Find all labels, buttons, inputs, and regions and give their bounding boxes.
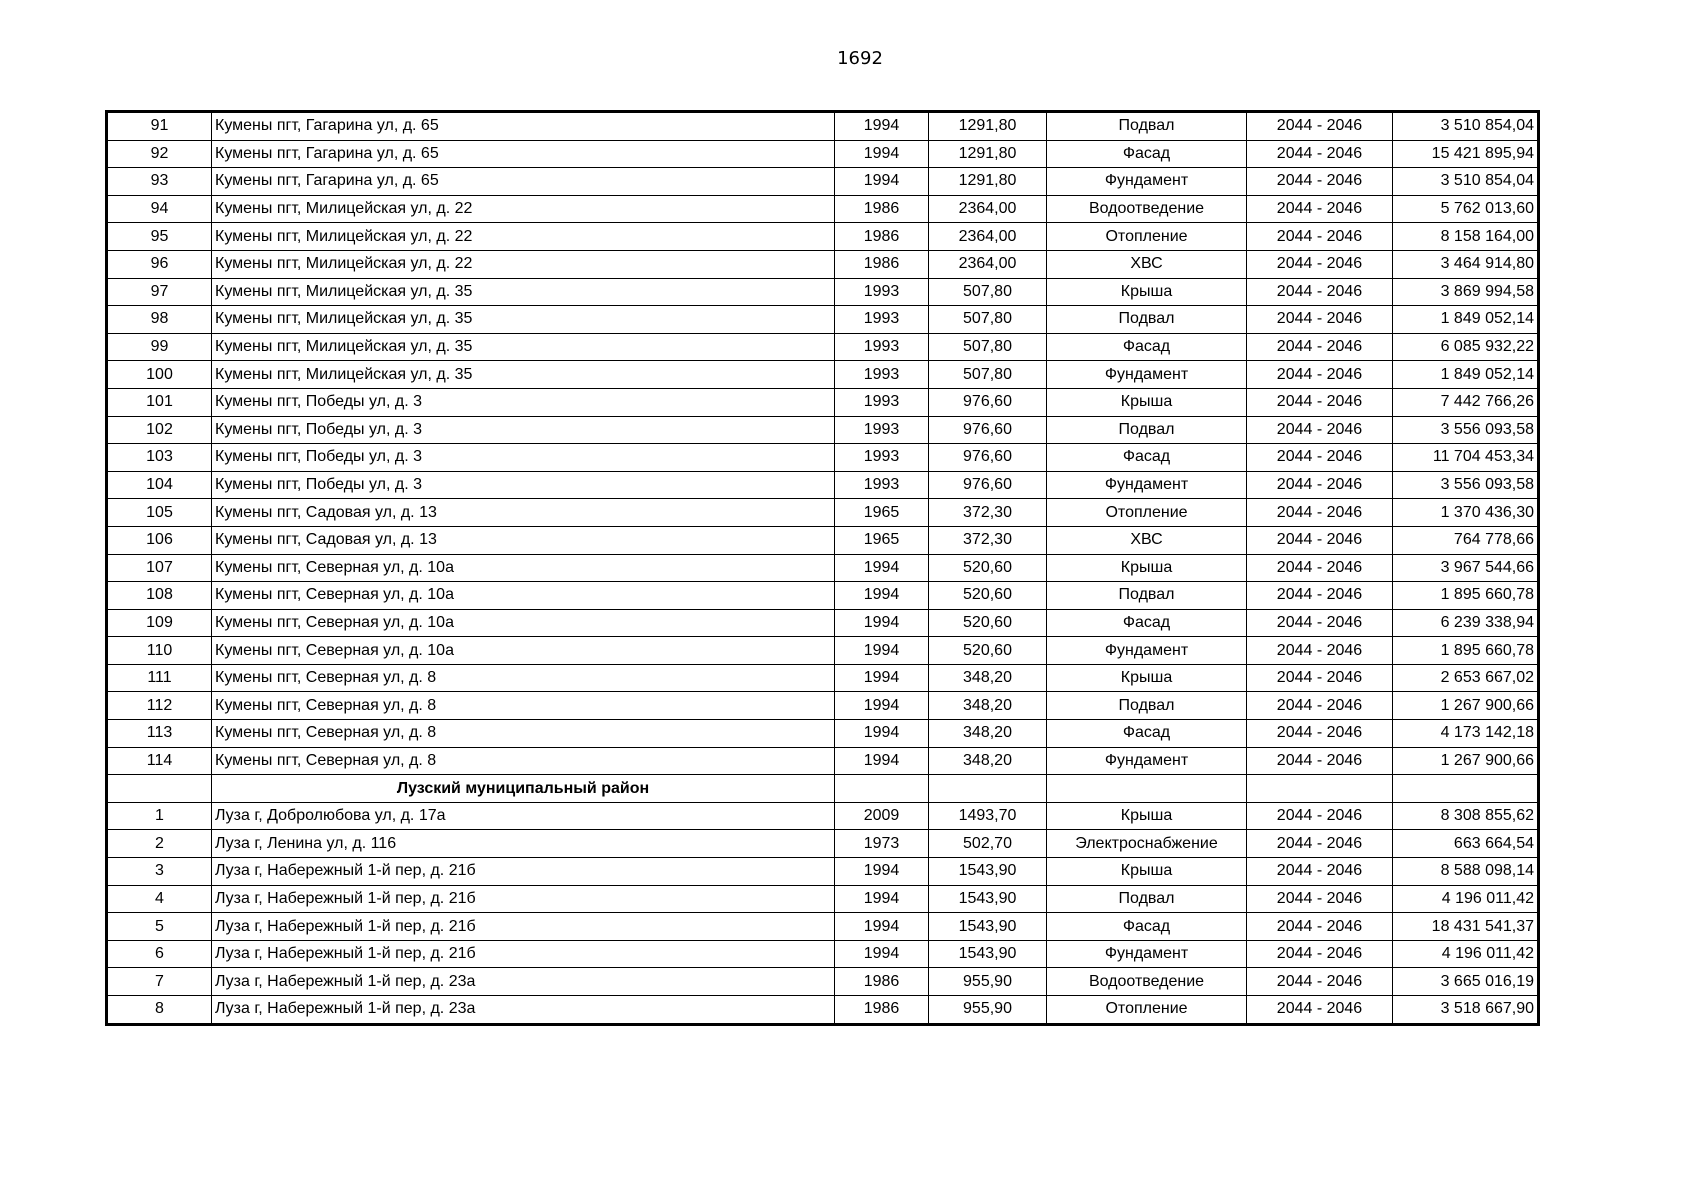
work-type-cell: Фасад [1047, 333, 1247, 361]
address-cell: Луза г, Набережный 1-й пер, д. 21б [212, 885, 835, 913]
period-cell: 2044 - 2046 [1247, 664, 1393, 692]
build-year-cell: 1994 [835, 582, 929, 610]
table-row [107, 996, 1539, 1025]
row-number-cell: 4 [107, 885, 212, 913]
period-cell: 2044 - 2046 [1247, 444, 1393, 472]
period-cell: 2044 - 2046 [1247, 858, 1393, 886]
build-year-cell: 1994 [835, 747, 929, 775]
table-row [107, 195, 1539, 223]
work-type-cell: Электроснабжение [1047, 830, 1247, 858]
cost-cell: 4 196 011,42 [1393, 940, 1539, 968]
table-row [107, 858, 1539, 886]
work-type-cell: Фасад [1047, 444, 1247, 472]
address-cell: Кумены пгт, Милицейская ул, д. 35 [212, 361, 835, 389]
table-row [107, 416, 1539, 444]
address-cell: Кумены пгт, Северная ул, д. 10а [212, 609, 835, 637]
area-cell: 520,60 [929, 582, 1047, 610]
period-cell: 2044 - 2046 [1247, 471, 1393, 499]
table-row [107, 388, 1539, 416]
row-number-cell: 99 [107, 333, 212, 361]
cost-cell: 1 267 900,66 [1393, 692, 1539, 720]
period-cell: 2044 - 2046 [1247, 306, 1393, 334]
period-cell: 2044 - 2046 [1247, 940, 1393, 968]
period-cell: 2044 - 2046 [1247, 968, 1393, 996]
cost-cell: 3 510 854,04 [1393, 168, 1539, 196]
empty-cell [1247, 775, 1393, 803]
row-number-cell: 106 [107, 526, 212, 554]
area-cell: 976,60 [929, 388, 1047, 416]
build-year-cell: 1993 [835, 333, 929, 361]
period-cell: 2044 - 2046 [1247, 361, 1393, 389]
cost-cell: 3 665 016,19 [1393, 968, 1539, 996]
table-row [107, 747, 1539, 775]
address-cell: Кумены пгт, Победы ул, д. 3 [212, 416, 835, 444]
period-cell: 2044 - 2046 [1247, 333, 1393, 361]
area-cell: 520,60 [929, 637, 1047, 665]
row-number-cell: 5 [107, 913, 212, 941]
area-cell: 1493,70 [929, 802, 1047, 830]
work-type-cell: Водоотведение [1047, 968, 1247, 996]
work-type-cell: Фундамент [1047, 637, 1247, 665]
table-row [107, 526, 1539, 554]
row-number-cell: 104 [107, 471, 212, 499]
address-cell: Кумены пгт, Гагарина ул, д. 65 [212, 112, 835, 141]
build-year-cell: 1994 [835, 112, 929, 141]
cost-cell: 2 653 667,02 [1393, 664, 1539, 692]
cost-cell: 1 370 436,30 [1393, 499, 1539, 527]
area-cell: 1543,90 [929, 885, 1047, 913]
area-cell: 372,30 [929, 526, 1047, 554]
area-cell: 507,80 [929, 306, 1047, 334]
build-year-cell: 2009 [835, 802, 929, 830]
cost-cell: 1 267 900,66 [1393, 747, 1539, 775]
table-row [107, 582, 1539, 610]
cost-cell: 6 239 338,94 [1393, 609, 1539, 637]
work-type-cell: Крыша [1047, 664, 1247, 692]
build-year-cell: 1965 [835, 499, 929, 527]
period-cell: 2044 - 2046 [1247, 388, 1393, 416]
period-cell: 2044 - 2046 [1247, 830, 1393, 858]
work-type-cell: Фасад [1047, 140, 1247, 168]
build-year-cell: 1993 [835, 388, 929, 416]
period-cell: 2044 - 2046 [1247, 140, 1393, 168]
table-row [107, 223, 1539, 251]
table-row [107, 968, 1539, 996]
area-cell: 1291,80 [929, 168, 1047, 196]
cost-cell: 3 510 854,04 [1393, 112, 1539, 141]
work-type-cell: Фасад [1047, 720, 1247, 748]
work-type-cell: Крыша [1047, 554, 1247, 582]
period-cell: 2044 - 2046 [1247, 168, 1393, 196]
area-cell: 2364,00 [929, 195, 1047, 223]
row-number-cell: 112 [107, 692, 212, 720]
cost-cell: 3 556 093,58 [1393, 471, 1539, 499]
address-cell: Кумены пгт, Милицейская ул, д. 22 [212, 223, 835, 251]
table-row [107, 830, 1539, 858]
empty-cell [1393, 775, 1539, 803]
build-year-cell: 1994 [835, 720, 929, 748]
work-type-cell: Крыша [1047, 858, 1247, 886]
row-number-cell: 3 [107, 858, 212, 886]
row-number-cell: 105 [107, 499, 212, 527]
row-number-cell: 103 [107, 444, 212, 472]
period-cell: 2044 - 2046 [1247, 554, 1393, 582]
build-year-cell: 1986 [835, 195, 929, 223]
address-cell: Кумены пгт, Победы ул, д. 3 [212, 388, 835, 416]
area-cell: 1291,80 [929, 140, 1047, 168]
period-cell: 2044 - 2046 [1247, 499, 1393, 527]
period-cell: 2044 - 2046 [1247, 637, 1393, 665]
build-year-cell: 1994 [835, 664, 929, 692]
address-cell: Кумены пгт, Победы ул, д. 3 [212, 444, 835, 472]
cost-cell: 1 895 660,78 [1393, 582, 1539, 610]
table-row [107, 278, 1539, 306]
area-cell: 520,60 [929, 609, 1047, 637]
row-number-cell: 110 [107, 637, 212, 665]
period-cell: 2044 - 2046 [1247, 996, 1393, 1025]
work-type-cell: Водоотведение [1047, 195, 1247, 223]
period-cell: 2044 - 2046 [1247, 250, 1393, 278]
row-number-cell: 114 [107, 747, 212, 775]
work-type-cell: Подвал [1047, 306, 1247, 334]
cost-cell: 5 762 013,60 [1393, 195, 1539, 223]
build-year-cell: 1986 [835, 968, 929, 996]
row-number-cell: 91 [107, 112, 212, 141]
row-number-cell: 97 [107, 278, 212, 306]
period-cell: 2044 - 2046 [1247, 747, 1393, 775]
table-row [107, 913, 1539, 941]
area-cell: 507,80 [929, 361, 1047, 389]
work-type-cell: Фасад [1047, 913, 1247, 941]
build-year-cell: 1993 [835, 278, 929, 306]
cost-cell: 3 556 093,58 [1393, 416, 1539, 444]
work-type-cell: Фундамент [1047, 747, 1247, 775]
table-row [107, 250, 1539, 278]
table-row [107, 140, 1539, 168]
table-row [107, 444, 1539, 472]
section-header-row [107, 775, 1539, 803]
table-row [107, 720, 1539, 748]
page-number: 1692 [837, 48, 883, 69]
build-year-cell: 1993 [835, 361, 929, 389]
area-cell: 348,20 [929, 747, 1047, 775]
row-number-cell: 100 [107, 361, 212, 389]
build-year-cell: 1994 [835, 913, 929, 941]
table-row [107, 361, 1539, 389]
build-year-cell: 1986 [835, 223, 929, 251]
row-number-cell: 101 [107, 388, 212, 416]
area-cell: 507,80 [929, 333, 1047, 361]
address-cell: Кумены пгт, Северная ул, д. 8 [212, 664, 835, 692]
row-number-cell: 96 [107, 250, 212, 278]
address-cell: Луза г, Набережный 1-й пер, д. 21б [212, 940, 835, 968]
address-cell: Кумены пгт, Милицейская ул, д. 35 [212, 306, 835, 334]
cost-cell: 8 308 855,62 [1393, 802, 1539, 830]
period-cell: 2044 - 2046 [1247, 582, 1393, 610]
address-cell: Луза г, Добролюбова ул, д. 17а [212, 802, 835, 830]
cost-cell: 764 778,66 [1393, 526, 1539, 554]
period-cell: 2044 - 2046 [1247, 692, 1393, 720]
work-type-cell: Крыша [1047, 388, 1247, 416]
address-cell: Кумены пгт, Садовая ул, д. 13 [212, 526, 835, 554]
repair-schedule-table [105, 110, 1540, 1026]
table-row [107, 637, 1539, 665]
table-row [107, 499, 1539, 527]
table-row [107, 664, 1539, 692]
work-type-cell: Подвал [1047, 582, 1247, 610]
address-cell: Кумены пгт, Милицейская ул, д. 22 [212, 195, 835, 223]
cost-cell: 3 967 544,66 [1393, 554, 1539, 582]
build-year-cell: 1993 [835, 306, 929, 334]
work-type-cell: Крыша [1047, 278, 1247, 306]
cost-cell: 3 869 994,58 [1393, 278, 1539, 306]
table-row [107, 554, 1539, 582]
row-number-cell: 94 [107, 195, 212, 223]
work-type-cell: Фундамент [1047, 940, 1247, 968]
work-type-cell: Отопление [1047, 499, 1247, 527]
period-cell: 2044 - 2046 [1247, 416, 1393, 444]
table-row [107, 168, 1539, 196]
address-cell: Луза г, Ленина ул, д. 116 [212, 830, 835, 858]
row-number-cell: 102 [107, 416, 212, 444]
work-type-cell: ХВС [1047, 526, 1247, 554]
empty-cell [929, 775, 1047, 803]
address-cell: Кумены пгт, Милицейская ул, д. 22 [212, 250, 835, 278]
row-number-cell: 92 [107, 140, 212, 168]
area-cell: 372,30 [929, 499, 1047, 527]
address-cell: Луза г, Набережный 1-й пер, д. 23а [212, 996, 835, 1025]
build-year-cell: 1994 [835, 609, 929, 637]
address-cell: Кумены пгт, Гагарина ул, д. 65 [212, 140, 835, 168]
build-year-cell: 1994 [835, 692, 929, 720]
address-cell: Кумены пгт, Милицейская ул, д. 35 [212, 278, 835, 306]
address-cell: Луза г, Набережный 1-й пер, д. 21б [212, 913, 835, 941]
table-row [107, 333, 1539, 361]
work-type-cell: Крыша [1047, 802, 1247, 830]
area-cell: 1543,90 [929, 913, 1047, 941]
area-cell: 507,80 [929, 278, 1047, 306]
cost-cell: 15 421 895,94 [1393, 140, 1539, 168]
build-year-cell: 1993 [835, 444, 929, 472]
cost-cell: 3 464 914,80 [1393, 250, 1539, 278]
area-cell: 955,90 [929, 968, 1047, 996]
table-body [107, 112, 1539, 1025]
work-type-cell: Фундамент [1047, 168, 1247, 196]
area-cell: 976,60 [929, 416, 1047, 444]
build-year-cell: 1994 [835, 168, 929, 196]
build-year-cell: 1994 [835, 885, 929, 913]
period-cell: 2044 - 2046 [1247, 112, 1393, 141]
cost-cell: 663 664,54 [1393, 830, 1539, 858]
address-cell: Луза г, Набережный 1-й пер, д. 21б [212, 858, 835, 886]
cost-cell: 7 442 766,26 [1393, 388, 1539, 416]
table-row [107, 692, 1539, 720]
work-type-cell: Подвал [1047, 112, 1247, 141]
address-cell: Луза г, Набережный 1-й пер, д. 23а [212, 968, 835, 996]
period-cell: 2044 - 2046 [1247, 885, 1393, 913]
build-year-cell: 1994 [835, 858, 929, 886]
period-cell: 2044 - 2046 [1247, 720, 1393, 748]
area-cell: 976,60 [929, 444, 1047, 472]
cost-cell: 8 588 098,14 [1393, 858, 1539, 886]
build-year-cell: 1993 [835, 416, 929, 444]
work-type-cell: Фасад [1047, 609, 1247, 637]
period-cell: 2044 - 2046 [1247, 526, 1393, 554]
build-year-cell: 1965 [835, 526, 929, 554]
row-number-cell: 95 [107, 223, 212, 251]
work-type-cell: Отопление [1047, 996, 1247, 1025]
row-number-cell [107, 775, 212, 803]
area-cell: 502,70 [929, 830, 1047, 858]
cost-cell: 1 895 660,78 [1393, 637, 1539, 665]
work-type-cell: Подвал [1047, 416, 1247, 444]
table-row [107, 306, 1539, 334]
build-year-cell: 1994 [835, 637, 929, 665]
build-year-cell: 1993 [835, 471, 929, 499]
area-cell: 955,90 [929, 996, 1047, 1025]
empty-cell [1047, 775, 1247, 803]
address-cell: Кумены пгт, Садовая ул, д. 13 [212, 499, 835, 527]
work-type-cell: Подвал [1047, 692, 1247, 720]
address-cell: Кумены пгт, Северная ул, д. 10а [212, 582, 835, 610]
work-type-cell: Фундамент [1047, 471, 1247, 499]
area-cell: 976,60 [929, 471, 1047, 499]
area-cell: 348,20 [929, 720, 1047, 748]
work-type-cell: Фундамент [1047, 361, 1247, 389]
row-number-cell: 7 [107, 968, 212, 996]
address-cell: Кумены пгт, Гагарина ул, д. 65 [212, 168, 835, 196]
row-number-cell: 93 [107, 168, 212, 196]
cost-cell: 1 849 052,14 [1393, 361, 1539, 389]
area-cell: 1543,90 [929, 940, 1047, 968]
table-row [107, 802, 1539, 830]
work-type-cell: Подвал [1047, 885, 1247, 913]
address-cell: Кумены пгт, Северная ул, д. 10а [212, 554, 835, 582]
empty-cell [835, 775, 929, 803]
build-year-cell: 1973 [835, 830, 929, 858]
build-year-cell: 1994 [835, 554, 929, 582]
period-cell: 2044 - 2046 [1247, 278, 1393, 306]
area-cell: 2364,00 [929, 223, 1047, 251]
cost-cell: 8 158 164,00 [1393, 223, 1539, 251]
row-number-cell: 2 [107, 830, 212, 858]
cost-cell: 11 704 453,34 [1393, 444, 1539, 472]
table-row [107, 112, 1539, 141]
row-number-cell: 107 [107, 554, 212, 582]
address-cell: Кумены пгт, Северная ул, д. 8 [212, 747, 835, 775]
period-cell: 2044 - 2046 [1247, 195, 1393, 223]
area-cell: 1543,90 [929, 858, 1047, 886]
cost-cell: 18 431 541,37 [1393, 913, 1539, 941]
period-cell: 2044 - 2046 [1247, 609, 1393, 637]
section-title: Лузский муниципальный район [212, 775, 835, 803]
row-number-cell: 8 [107, 996, 212, 1025]
row-number-cell: 113 [107, 720, 212, 748]
period-cell: 2044 - 2046 [1247, 223, 1393, 251]
work-type-cell: ХВС [1047, 250, 1247, 278]
row-number-cell: 111 [107, 664, 212, 692]
cost-cell: 1 849 052,14 [1393, 306, 1539, 334]
cost-cell: 4 173 142,18 [1393, 720, 1539, 748]
cost-cell: 3 518 667,90 [1393, 996, 1539, 1025]
address-cell: Кумены пгт, Северная ул, д. 8 [212, 720, 835, 748]
cost-cell: 6 085 932,22 [1393, 333, 1539, 361]
table-row [107, 885, 1539, 913]
area-cell: 348,20 [929, 692, 1047, 720]
area-cell: 1291,80 [929, 112, 1047, 141]
cost-cell: 4 196 011,42 [1393, 885, 1539, 913]
table-row [107, 609, 1539, 637]
address-cell: Кумены пгт, Милицейская ул, д. 35 [212, 333, 835, 361]
address-cell: Кумены пгт, Северная ул, д. 10а [212, 637, 835, 665]
row-number-cell: 6 [107, 940, 212, 968]
build-year-cell: 1994 [835, 140, 929, 168]
address-cell: Кумены пгт, Победы ул, д. 3 [212, 471, 835, 499]
area-cell: 520,60 [929, 554, 1047, 582]
row-number-cell: 108 [107, 582, 212, 610]
row-number-cell: 98 [107, 306, 212, 334]
address-cell: Кумены пгт, Северная ул, д. 8 [212, 692, 835, 720]
row-number-cell: 1 [107, 802, 212, 830]
work-type-cell: Отопление [1047, 223, 1247, 251]
area-cell: 2364,00 [929, 250, 1047, 278]
table-row [107, 940, 1539, 968]
period-cell: 2044 - 2046 [1247, 913, 1393, 941]
build-year-cell: 1986 [835, 250, 929, 278]
build-year-cell: 1986 [835, 996, 929, 1025]
period-cell: 2044 - 2046 [1247, 802, 1393, 830]
table-row [107, 471, 1539, 499]
build-year-cell: 1994 [835, 940, 929, 968]
area-cell: 348,20 [929, 664, 1047, 692]
row-number-cell: 109 [107, 609, 212, 637]
